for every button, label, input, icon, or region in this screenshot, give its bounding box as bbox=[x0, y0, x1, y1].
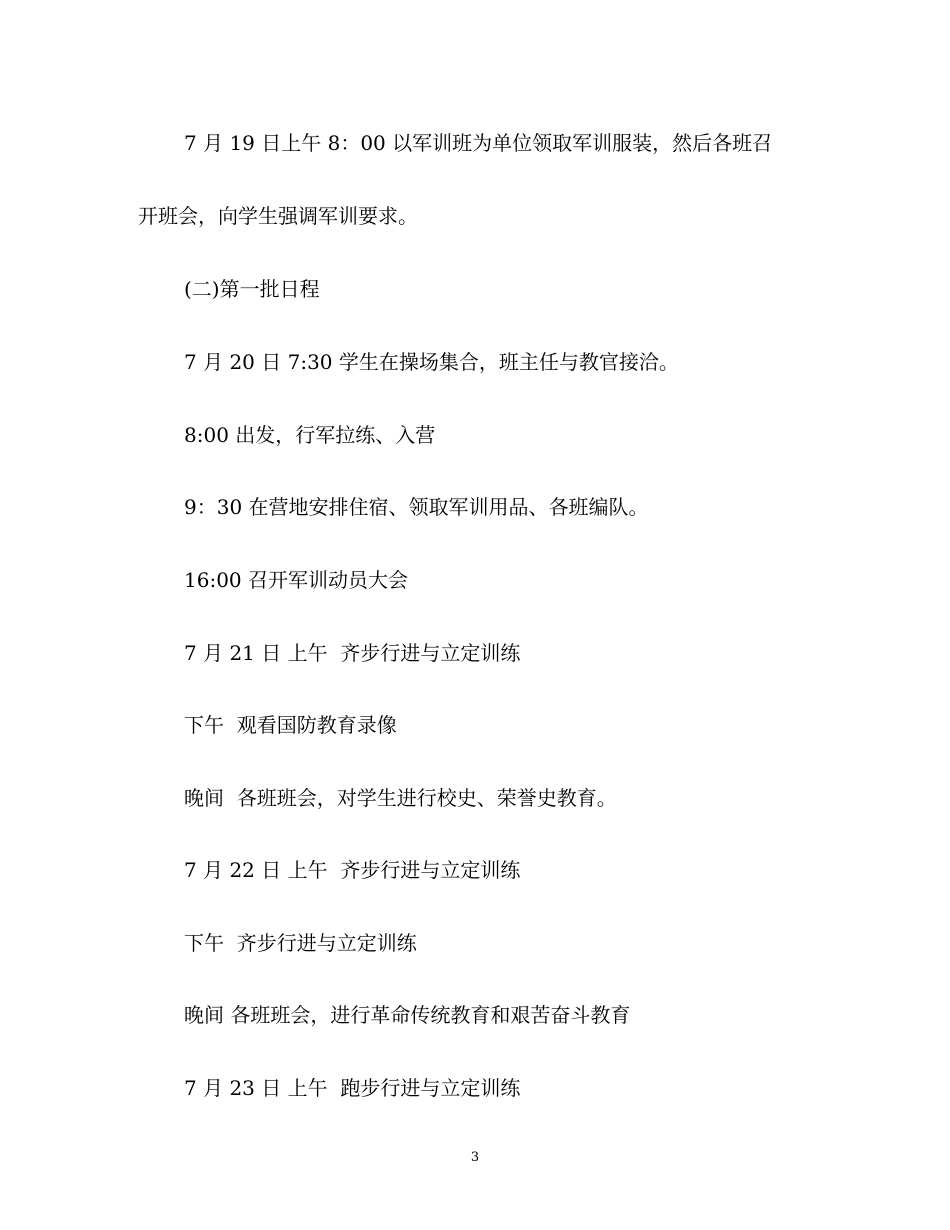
schedule-line: 7 月 23 日 上午 跑步行进与立定训练 bbox=[184, 1076, 521, 1100]
schedule-line: 8:00 出发，行军拉练、入营 bbox=[184, 423, 436, 447]
section-heading: (二)第一批日程 bbox=[184, 277, 320, 301]
schedule-line: 晚间 各班班会，对学生进行校史、荣誉史教育。 bbox=[184, 786, 617, 810]
schedule-line: 下午 观看国防教育录像 bbox=[184, 713, 397, 737]
schedule-line: 9：30 在营地安排住宿、领取军训用品、各班编队。 bbox=[184, 495, 649, 519]
schedule-line: 7 月 21 日 上午 齐步行进与立定训练 bbox=[184, 641, 521, 665]
schedule-line: 晚间 各班班会，进行革命传统教育和艰苦奋斗教育 bbox=[184, 1003, 631, 1027]
schedule-line: 下午 齐步行进与立定训练 bbox=[184, 931, 417, 955]
paragraph-line: 开班会，向学生强调军训要求。 bbox=[138, 204, 418, 228]
paragraph-line: 7 月 19 日上午 8：00 以军训班为单位领取军训服装，然后各班召 bbox=[184, 131, 773, 155]
page-number: 3 bbox=[470, 1150, 480, 1165]
schedule-line: 7 月 22 日 上午 齐步行进与立定训练 bbox=[184, 858, 521, 882]
schedule-line: 16:00 召开军训动员大会 bbox=[184, 568, 408, 592]
schedule-line: 7 月 20 日 7:30 学生在操场集合，班主任与教官接洽。 bbox=[184, 350, 679, 374]
